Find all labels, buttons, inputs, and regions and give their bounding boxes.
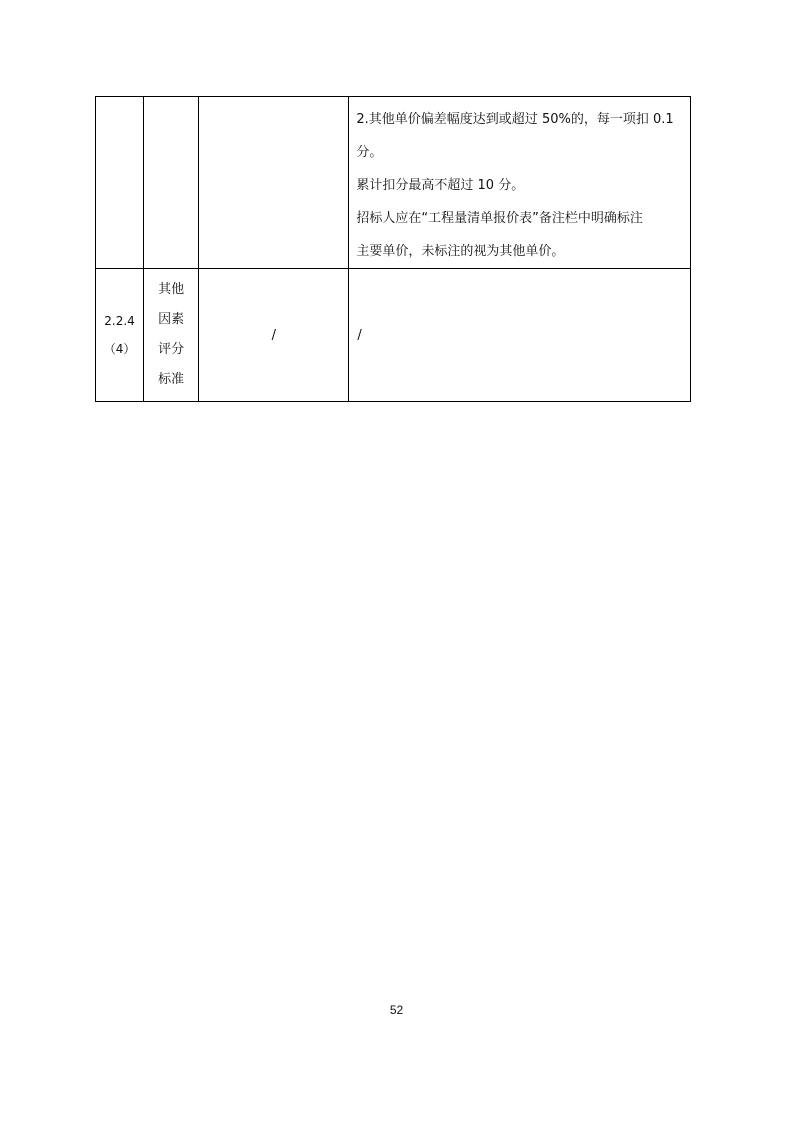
- criteria-line: 主要单价，未标注的视为其他单价。: [356, 244, 565, 259]
- criteria-line: 累计扣分最高不超过 10 分。: [356, 178, 525, 193]
- criteria-line: 分。: [356, 145, 383, 160]
- score-value: /: [271, 327, 276, 343]
- criteria-value-cell: [349, 269, 691, 402]
- table-row: [96, 97, 691, 269]
- page-number: 52: [389, 1003, 404, 1017]
- factor-title-line: 标准: [158, 372, 185, 387]
- criteria-cell: [349, 97, 691, 269]
- clause-sub-number: （4）: [103, 342, 136, 356]
- criteria-line: 2.其他单价偏差幅度达到或超过 50%的，每一项扣 0.1: [356, 112, 674, 127]
- factor-title-line: 因素: [158, 312, 185, 327]
- criteria-line: 招标人应在“工程量清单报价表”备注栏中明确标注: [356, 211, 643, 226]
- factor-title-line: 评分: [158, 342, 185, 357]
- score-value-cell: [199, 269, 349, 402]
- clause-cell-empty: [96, 97, 144, 269]
- score-cell-empty: [199, 97, 349, 269]
- table-row: [96, 269, 691, 402]
- factor-title-line: 其他: [158, 282, 185, 297]
- scoring-table: [95, 96, 691, 402]
- clause-number: 2.2.4: [104, 314, 135, 328]
- clause-number-cell: [96, 269, 144, 402]
- criteria-value: /: [357, 327, 362, 343]
- factor-title-cell: [144, 269, 199, 402]
- factor-cell-empty: [144, 97, 199, 269]
